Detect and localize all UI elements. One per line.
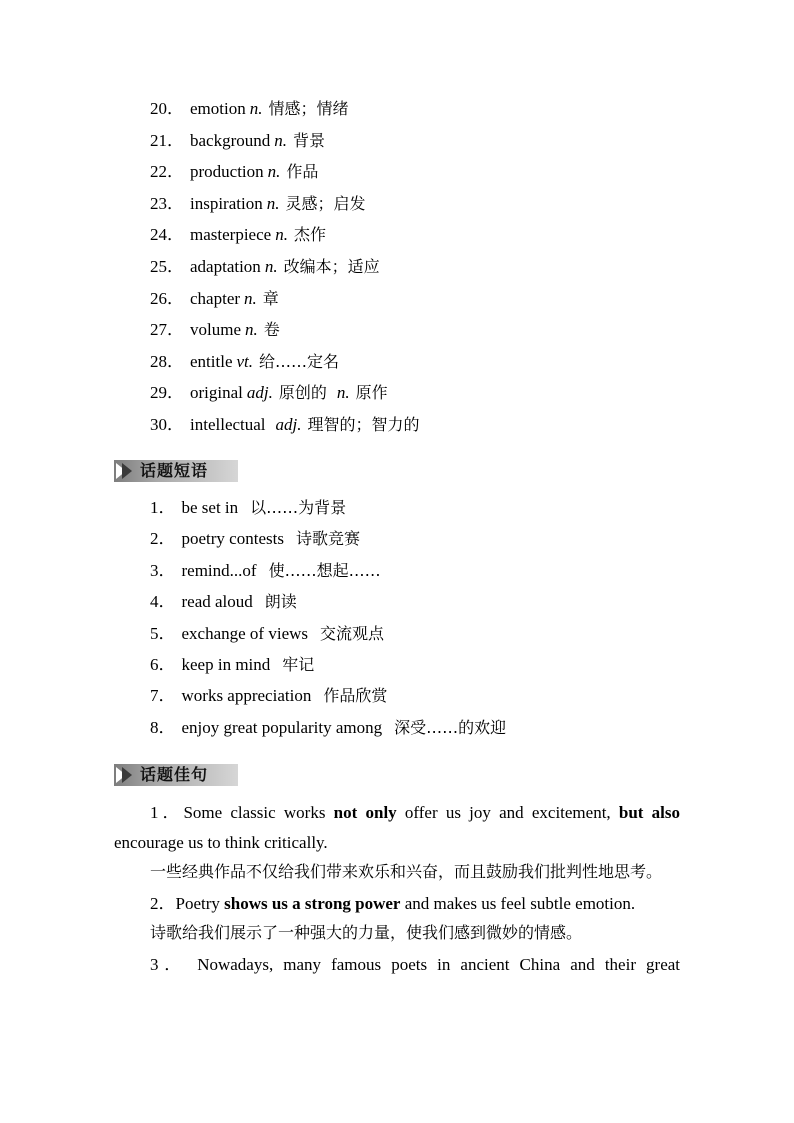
- phrase-chinese: 诗歌竞赛: [295, 529, 360, 549]
- vocab-meaning: 改编本；适应: [283, 256, 380, 276]
- phrase-item: 7． works appreciation 作品欣赏: [150, 686, 388, 706]
- vocab-word: emotion: [190, 99, 246, 118]
- vocab-pos: n.: [267, 162, 281, 182]
- phrase-chinese: 牢记: [282, 654, 315, 674]
- arrow-icon: [122, 767, 132, 783]
- sentence-english: 3． Nowadays, many famous poets in ancient China and their great: [150, 954, 681, 974]
- vocab-item: 21． background n. 背景: [150, 130, 326, 150]
- vocab-pos: n.: [245, 320, 258, 340]
- vocab-item: 24． masterpiece n. 杰作: [150, 225, 326, 245]
- vocab-word: intellectual: [190, 414, 266, 434]
- vocab-meaning: 背景: [293, 130, 326, 150]
- phrase-item: 6． keep in mind 牢记: [150, 654, 315, 674]
- vocab-meaning: 灵感；启发: [285, 193, 366, 213]
- vocab-pos: n.: [244, 288, 257, 308]
- sentence-translation: 诗歌给我们展示了一种强大的力量，使我们感到微妙的情感。: [150, 923, 583, 942]
- vocab-item: 20． emotion n. 情感；情绪: [150, 99, 349, 118]
- vocab-word: inspiration: [190, 193, 263, 213]
- highlight-phrase: but also: [618, 803, 681, 822]
- phrase-english: exchange of views: [181, 623, 309, 643]
- vocab-meaning: 卷: [263, 320, 280, 340]
- section-header-phrases: [114, 460, 238, 482]
- phrase-chinese: 交流观点: [320, 623, 385, 643]
- vocab-pos: n.: [264, 256, 278, 276]
- sentence-translation: 一些经典作品不仅给我们带来欢乐和兴奋，而且鼓励我们批判性地思考。: [150, 862, 663, 881]
- section-title: 话题短语: [140, 461, 209, 480]
- vocab-item: 28． entitle vt. 给……定名: [150, 351, 340, 371]
- vocab-meaning-2: 原作: [355, 383, 388, 403]
- phrase-chinese: 使……想起……: [268, 560, 381, 580]
- vocab-item: 27． volume n. 卷: [150, 320, 280, 340]
- vocab-item: 26． chapter n. 章: [150, 288, 279, 308]
- phrase-item: 8． enjoy great popularity among 深受……的欢迎: [150, 717, 507, 737]
- vocab-meaning: 杰作: [293, 225, 326, 245]
- phrase-english: read aloud: [181, 592, 253, 612]
- phrase-chinese: 作品欣赏: [323, 686, 388, 706]
- vocab-item: 29． original adj. 原创的 n. 原作: [150, 383, 388, 403]
- vocab-pos: n.: [249, 99, 263, 118]
- section-title: 话题佳句: [140, 765, 209, 784]
- vocab-item: 22． production n. 作品: [150, 162, 319, 182]
- vocab-pos: n.: [275, 225, 288, 245]
- vocab-item: 30． intellectual adj. 理智的；智力的: [150, 414, 420, 434]
- phrase-chinese: 深受……的欢迎: [394, 717, 507, 737]
- vocab-meaning: 给……定名: [259, 351, 340, 371]
- phrase-english: enjoy great popularity among: [181, 717, 383, 737]
- phrase-item: 5． exchange of views 交流观点: [150, 623, 385, 643]
- vocab-item: 23． inspiration n. 灵感；启发: [150, 193, 366, 213]
- phrase-english: works appreciation: [181, 686, 312, 706]
- section-header-sentences: [114, 764, 238, 786]
- phrase-chinese: 朗读: [264, 592, 297, 612]
- phrase-english: keep in mind: [181, 654, 271, 674]
- vocab-word: production: [190, 162, 264, 182]
- phrase-english: poetry contests: [181, 529, 284, 549]
- vocab-pos: n.: [266, 193, 280, 213]
- vocab-word: entitle: [190, 351, 233, 371]
- phrase-item: 1． be set in 以……为背景: [150, 498, 347, 517]
- vocab-word: background: [190, 130, 271, 150]
- vocab-meaning: 章: [262, 288, 279, 308]
- vocab-word: original: [190, 383, 243, 403]
- phrase-item: 4． read aloud 朗读: [150, 592, 297, 612]
- phrase-english: remind...of: [181, 560, 257, 580]
- vocab-word: adaptation: [190, 256, 261, 276]
- vocab-meaning: 作品: [286, 162, 319, 182]
- vocab-pos: n.: [274, 130, 288, 150]
- vocab-word: volume: [190, 320, 241, 340]
- vocabulary-list: [150, 96, 420, 444]
- phrase-item: 3． remind...of 使……想起……: [150, 560, 381, 580]
- phrase-list: [150, 495, 506, 746]
- highlight-phrase: not only: [333, 803, 397, 822]
- phrase-item: 2． poetry contests 诗歌竞赛: [150, 529, 360, 549]
- vocab-pos: adj.: [246, 383, 273, 403]
- sentence-english: 1．Some classic works not only offer us joy and excitement, but also encourage us to think critically.: [114, 803, 681, 852]
- vocab-pos-2: n.: [336, 383, 350, 403]
- vocab-item: 25． adaptation n. 改编本；适应: [150, 256, 380, 276]
- vocab-meaning: 理智的；智力的: [307, 414, 420, 434]
- highlight-phrase: shows us a strong power: [224, 893, 401, 913]
- vocab-pos: vt.: [236, 351, 254, 371]
- phrase-chinese: 以……为背景: [250, 498, 347, 517]
- arrow-icon: [122, 463, 132, 479]
- vocab-meaning: 原创的: [278, 383, 327, 403]
- sentence-list: [114, 798, 680, 979]
- vocab-pos: adj.: [275, 414, 302, 434]
- vocab-meaning: 情感；情绪: [268, 99, 349, 118]
- phrase-english: be set in: [181, 498, 239, 517]
- vocab-word: masterpiece: [190, 225, 272, 245]
- vocab-word: chapter: [190, 288, 241, 308]
- sentence-english: 2．Poetry shows us a strong power and makes us feel subtle emotion.: [150, 893, 636, 913]
